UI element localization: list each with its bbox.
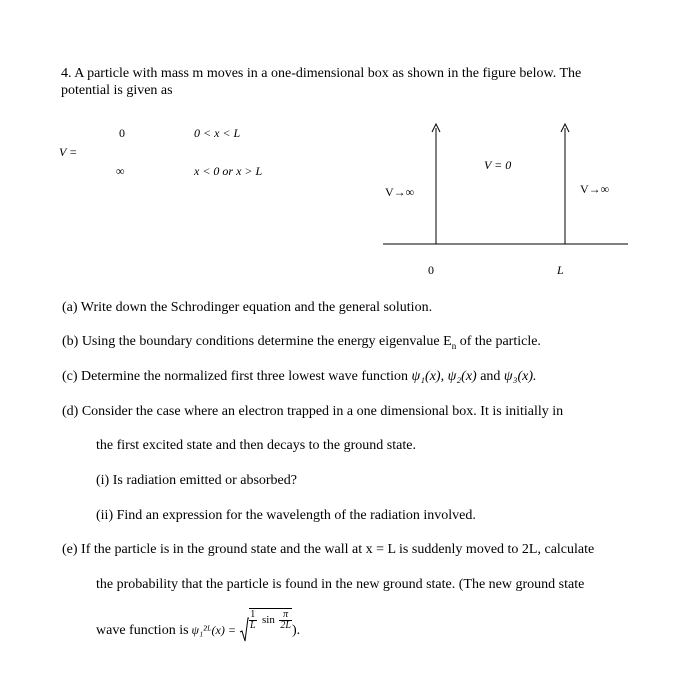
problem-intro-line2: potential is given as [61,83,173,98]
figure-middle-potential-label: V = 0 [484,158,512,172]
question-e-line1: (e) If the particle is in the ground state and the wall at x = L is suddenly moved to 2L, calculate [62,542,595,557]
question-b-end: of the particle. [456,334,541,349]
figure-left-potential-label: V→∞ [385,185,415,199]
sqrt-numerator: 1 [250,608,256,620]
intro-text: A particle with mass m moves in a one-dimensional box as shown in the figure below. The [74,66,582,81]
question-e-end: ). [291,622,301,638]
sqrt-denominator: L [249,619,256,631]
sin-numerator: π [279,610,292,621]
question-c-text: (c) Determine the normalized first three lowest wave function [62,369,412,384]
question-d-i: (i) Is radiation emitted or absorbed? [96,473,297,488]
question-d-ii: (ii) Find an expression for the wavelength of the radiation involved. [96,508,476,523]
formula-lhs: ψ₁²ᴸ(x) = [191,622,236,637]
formula-sin: sin [262,613,275,626]
figure-axis-zero: 0 [428,263,434,277]
question-c-psi2: ψ₂(x) [447,369,477,384]
question-c-psi1: ψ₁(x), [411,369,448,384]
question-b-text: (b) Using the boundary conditions determine the energy eigenvalue E [62,334,452,349]
sqrt-sign-icon [239,617,249,643]
question-c-and: and [476,369,504,384]
question-b [62,333,541,355]
formula-sqrt [239,608,292,643]
figure-right-potential-label: V→∞ [580,182,610,196]
question-b-subscript: n [451,340,457,351]
question-c [62,368,537,385]
potential-case1-value: 0 [119,126,125,140]
question-c-psi3: ψ₃(x). [503,369,537,384]
question-e-line2: the probability that the particle is found in the new ground state. (The new ground state [96,577,585,592]
potential-lhs: V = [59,145,78,159]
potential-case2-value: ∞ [116,164,125,178]
question-e-line3 [96,608,301,643]
question-e-line3-text: wave function is [96,622,189,638]
question-d-line1: (d) Consider the case where an electron trapped in a one dimensional box. It is initially in [62,404,564,419]
potential-case1-condition: 0 < x < L [194,126,241,140]
problem-number: 4. [61,66,72,81]
question-d-line2: the first excited state and then decays to the ground state. [96,438,416,453]
sin-denominator: 2L [280,619,291,631]
figure-axis-L: L [557,263,564,277]
potential-case2-condition: x < 0 or x > L [194,164,263,178]
question-a: (a) Write down the Schrodinger equation and the general solution. [62,300,433,315]
